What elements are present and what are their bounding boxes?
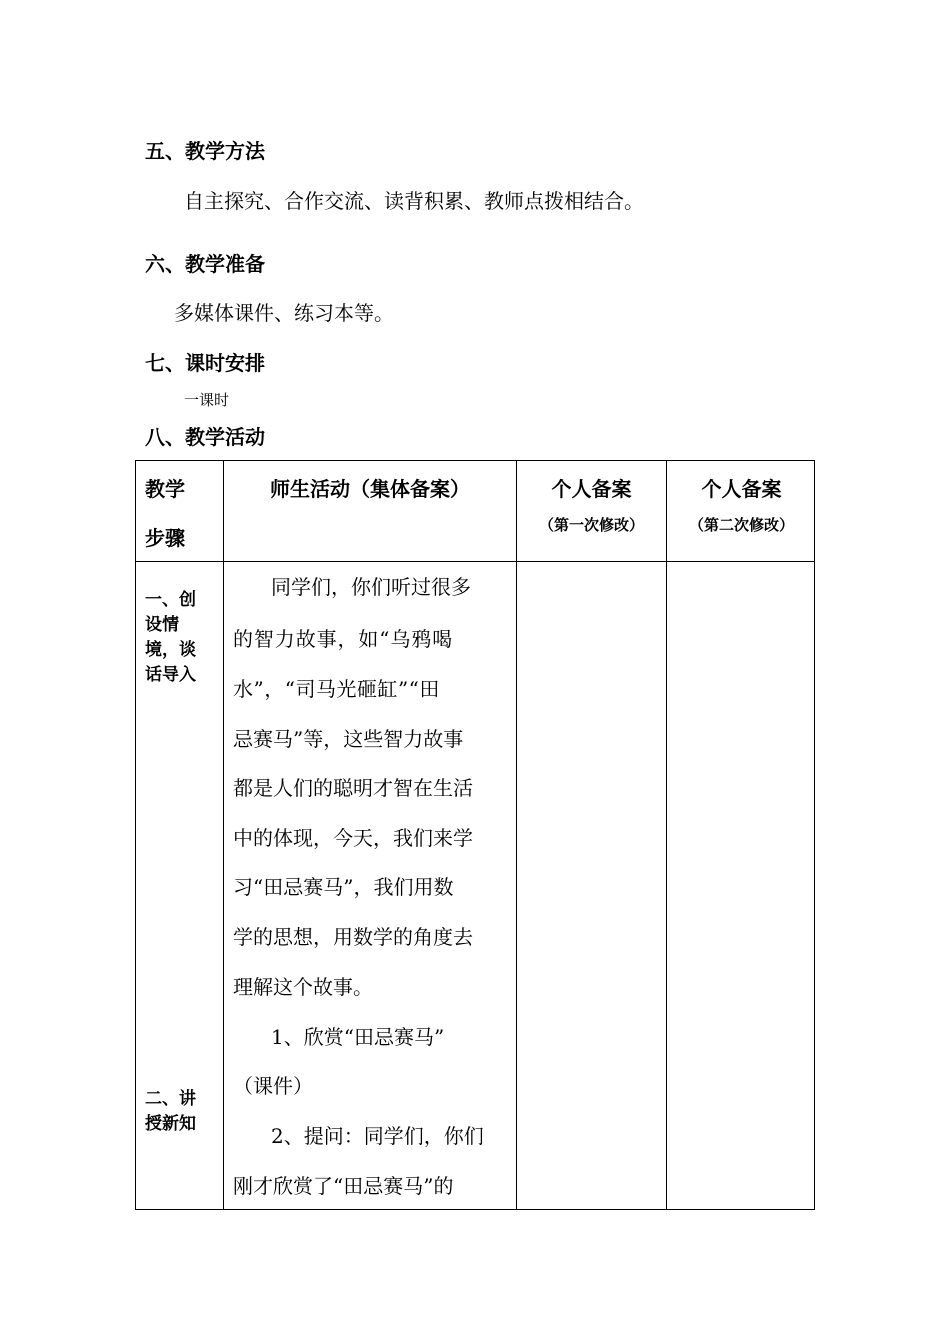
table-divider [516, 461, 517, 1209]
step-1-line: 话导入 [145, 665, 196, 685]
step-1-line: 设情 [145, 615, 179, 635]
activity-line: 都是人们的聪明才智在生活 [233, 776, 473, 800]
header-step-line2: 步骤 [145, 526, 185, 550]
activity-line: 习“田忌赛马”，我们用数 [233, 875, 454, 899]
step-1-line: 境，谈 [145, 640, 196, 660]
table-divider [136, 561, 814, 562]
step-1-label [145, 588, 207, 688]
activity-line: 刚才欣赏了“田忌赛马”的 [233, 1174, 454, 1198]
header-step-line1: 教学 [145, 477, 185, 501]
activity-line: 的智力故事，如“乌鸦喝 [233, 627, 454, 651]
activity-line: 忌赛马”等，这些智力故事 [233, 727, 464, 751]
table-divider [666, 461, 667, 1209]
activity-line: 1、欣赏“田忌赛马” [271, 1025, 445, 1049]
step-1-line: 一、创 [145, 590, 196, 610]
header-personal2-sub: （第二次修改） [688, 516, 794, 534]
header-activity: 师生活动（集体备案） [270, 477, 470, 501]
section-heading-methods: 五、教学方法 [145, 139, 265, 163]
section-heading-schedule: 七、课时安排 [145, 351, 265, 375]
step-2-line: 授新知 [145, 1114, 196, 1134]
activity-line: 学的思想，用数学的角度去 [233, 925, 473, 949]
step-2-label [145, 1087, 207, 1137]
section-heading-activities: 八、教学活动 [145, 425, 265, 449]
activity-line: 同学们，你们听过很多 [271, 575, 471, 599]
section-content-schedule: 一课时 [184, 391, 230, 409]
section-content-methods: 自主探究、合作交流、读背积累、教师点拨相结合。 [184, 189, 644, 213]
section-heading-preparation: 六、教学准备 [145, 252, 265, 276]
header-personal1-sub: （第一次修改） [538, 516, 644, 534]
header-personal1-title: 个人备案 [551, 477, 632, 501]
activity-line: 理解这个故事。 [233, 975, 373, 999]
activity-line: 中的体现，今天，我们来学 [233, 826, 473, 850]
section-content-preparation: 多媒体课件、练习本等。 [174, 301, 394, 325]
step-2-line: 二、讲 [145, 1089, 196, 1109]
activity-line: 水”，“司马光砸缸”“田 [233, 677, 440, 701]
table-divider [223, 461, 224, 1209]
teaching-activity-table [135, 460, 815, 1210]
header-personal2-title: 个人备案 [701, 477, 782, 501]
activity-line: 2、提问：同学们，你们 [271, 1124, 484, 1148]
activity-line: （课件） [233, 1074, 313, 1098]
